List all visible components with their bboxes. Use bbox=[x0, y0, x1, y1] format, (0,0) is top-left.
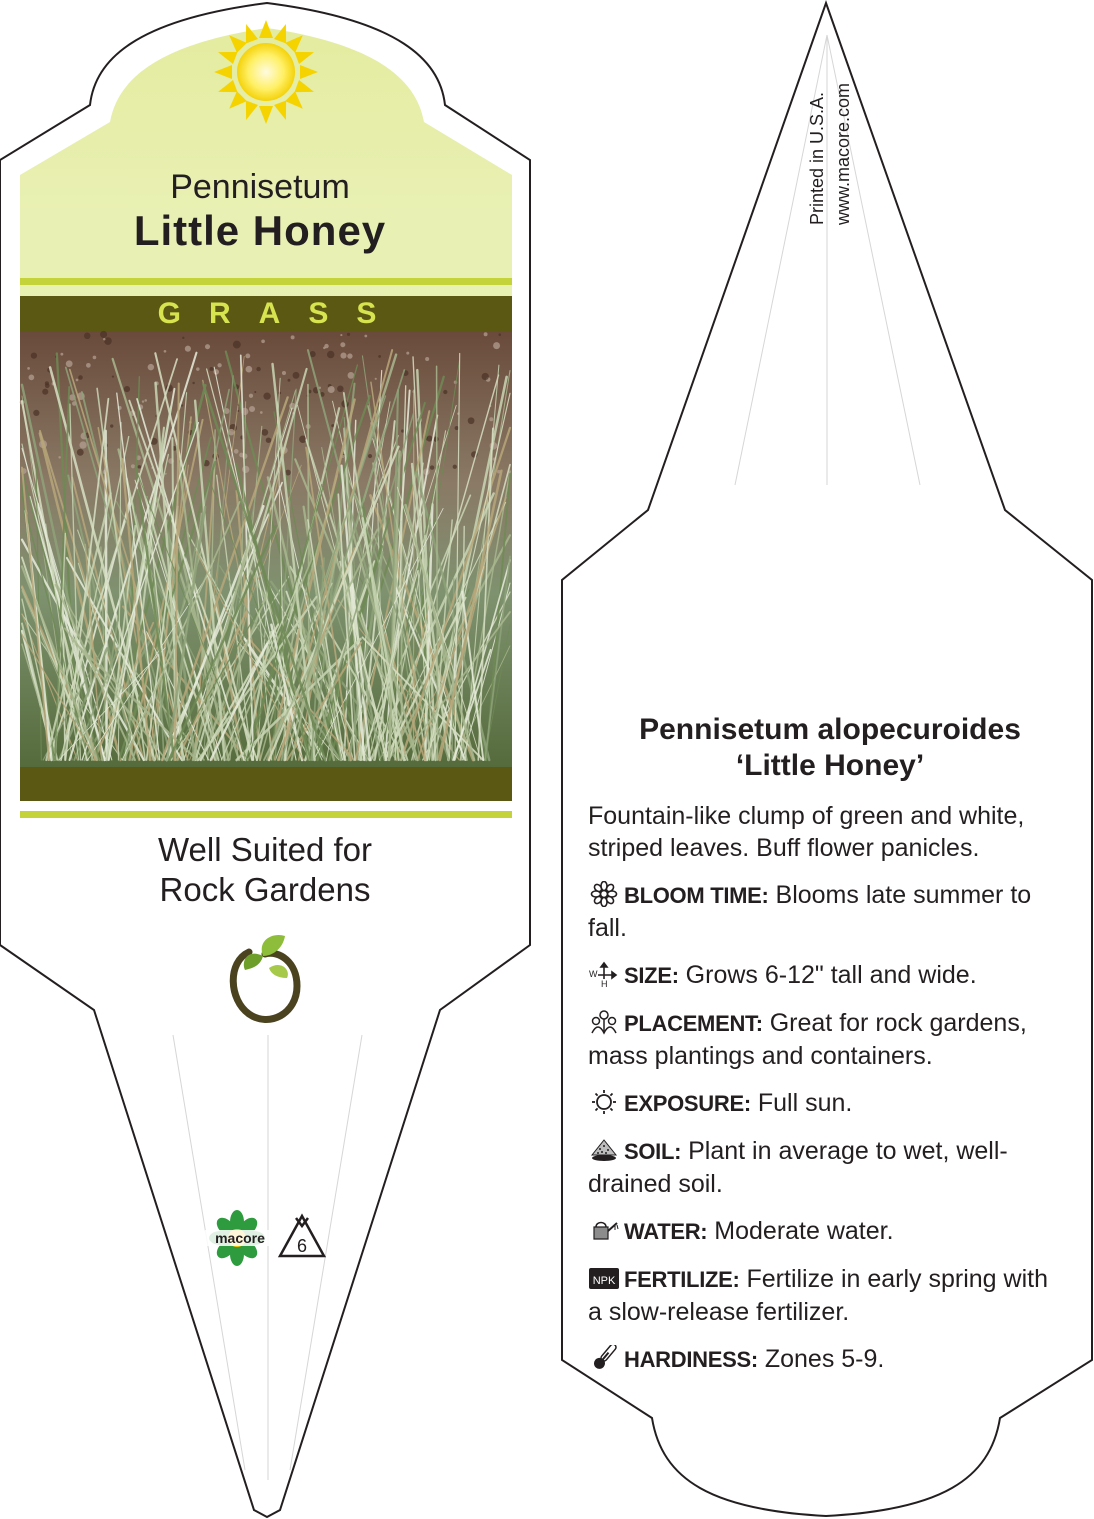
attribute-value: Plant in average to wet, well-drained soil. bbox=[588, 1137, 1008, 1198]
sun-outline-icon bbox=[588, 1089, 620, 1115]
soil-icon bbox=[588, 1137, 620, 1163]
attribute-value: Fertilize in early spring with a slow-release fertilizer. bbox=[588, 1265, 1048, 1326]
printer-line-2: www.macore.com bbox=[833, 82, 853, 225]
care-details bbox=[588, 800, 1068, 1391]
attribute-value: Full sun. bbox=[750, 1089, 853, 1117]
npk-icon bbox=[588, 1265, 620, 1291]
tagline-line-2: Rock Gardens bbox=[159, 871, 371, 908]
attribute-bloom-time bbox=[588, 879, 1068, 944]
plant-cultivar: Little Honey bbox=[133, 207, 387, 254]
botanical-line-2: ‘Little Honey’ bbox=[735, 749, 925, 782]
flower-icon bbox=[588, 881, 620, 907]
size-h-label: H bbox=[601, 979, 608, 987]
plants-icon bbox=[588, 1009, 620, 1035]
botanical-name bbox=[590, 712, 1070, 784]
size-w-label: W bbox=[589, 969, 598, 979]
attribute-label: FERTILIZE: bbox=[624, 1267, 740, 1292]
plant-description: Fountain-like clump of green and white, striped leaves. Buff flower panicles. bbox=[588, 802, 1025, 862]
plant-tagline bbox=[60, 830, 470, 910]
attribute-label: EXPOSURE: bbox=[624, 1091, 751, 1116]
attribute-label: PLACEMENT: bbox=[624, 1011, 763, 1036]
recycle-code: 6 bbox=[296, 1236, 307, 1256]
attribute-placement bbox=[588, 1007, 1068, 1072]
size-arrows-icon bbox=[588, 961, 620, 987]
watering-can-icon bbox=[588, 1217, 620, 1243]
attribute-label: SIZE: bbox=[624, 963, 679, 988]
plant-category: GRASS bbox=[157, 297, 405, 330]
botanical-line-1: Pennisetum alopecuroides bbox=[639, 713, 1021, 746]
plant-genus: Pennisetum bbox=[170, 168, 350, 206]
attribute-hardiness bbox=[588, 1343, 1068, 1376]
npk-label: NPK bbox=[592, 1275, 616, 1287]
brand-name: macore bbox=[215, 1230, 265, 1246]
attribute-value: Blooms late summer to fall. bbox=[588, 881, 1032, 942]
attribute-value: Great for rock gardens, mass plantings and containers. bbox=[588, 1009, 1027, 1070]
attribute-label: BLOOM TIME: bbox=[624, 883, 769, 908]
attribute-value: Grows 6-12" tall and wide. bbox=[678, 961, 977, 989]
attribute-size bbox=[588, 959, 1068, 992]
attribute-label: WATER: bbox=[624, 1219, 708, 1244]
attribute-value: Zones 5-9. bbox=[757, 1345, 885, 1373]
attribute-exposure bbox=[588, 1087, 1068, 1120]
tagline-line-1: Well Suited for bbox=[158, 831, 372, 868]
attribute-value: Moderate water. bbox=[707, 1217, 894, 1245]
attribute-fertilize bbox=[588, 1263, 1068, 1328]
attribute-label: HARDINESS: bbox=[624, 1347, 758, 1372]
attribute-soil bbox=[588, 1135, 1068, 1200]
attribute-label: SOIL: bbox=[624, 1139, 682, 1164]
thermometer-icon bbox=[588, 1345, 620, 1371]
printer-info bbox=[804, 83, 856, 225]
attribute-water bbox=[588, 1215, 1068, 1248]
printer-line-1: Printed in U.S.A. bbox=[807, 91, 827, 225]
